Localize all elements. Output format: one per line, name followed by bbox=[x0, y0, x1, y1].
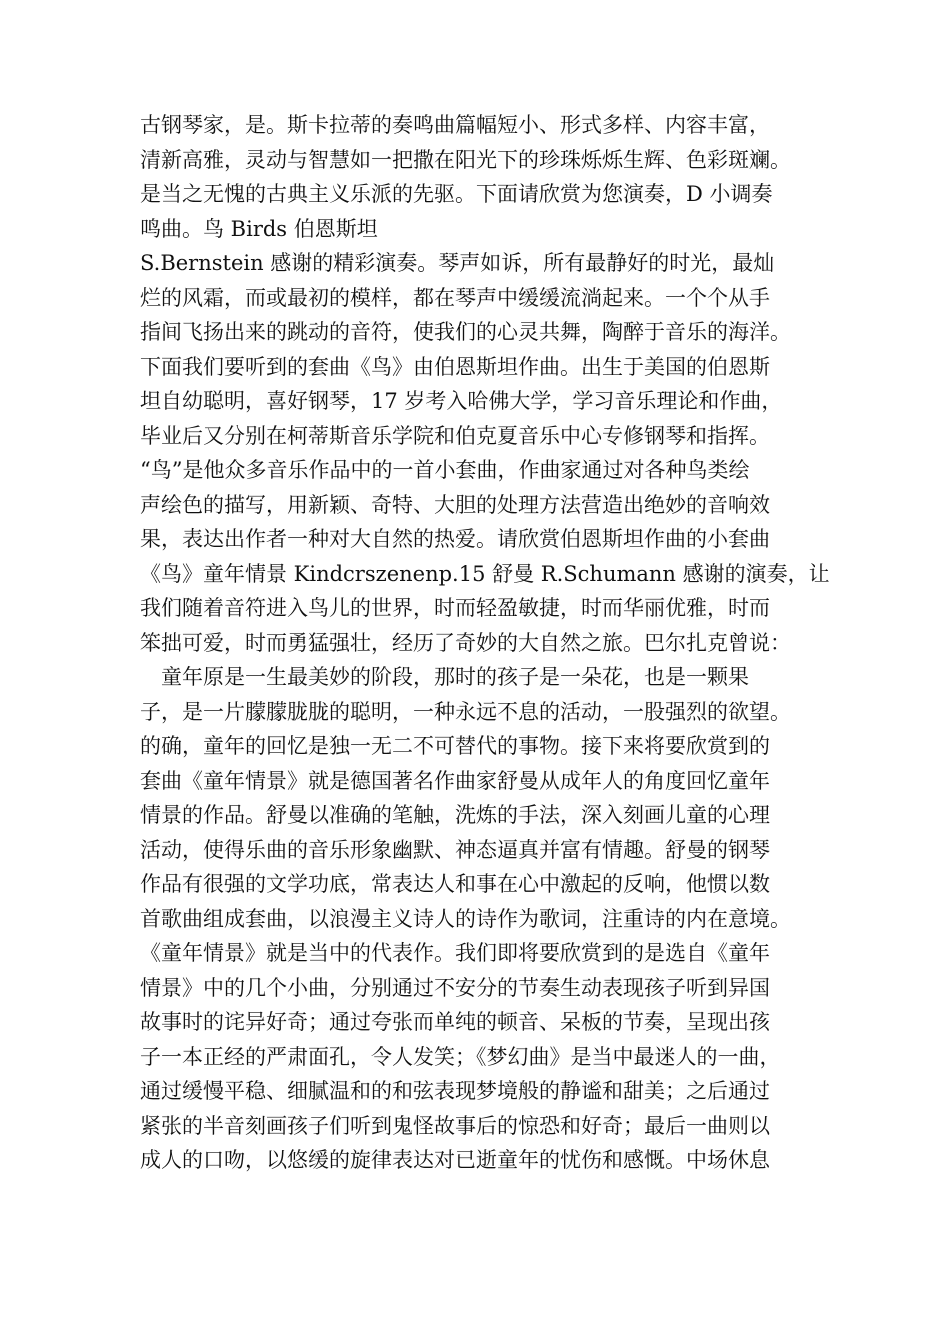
text-line: 子一本正经的严肃面孔，令人发笑；《梦幻曲》是当中最迷人的一曲， bbox=[140, 1044, 781, 1069]
text-line: 笨拙可爱，时而勇猛强壮，经历了奇妙的大自然之旅。巴尔扎克曾说： bbox=[140, 630, 791, 655]
text-line: 故事时的诧异好奇；通过夸张而单纯的顿音、呆板的节奏，呈现出孩 bbox=[140, 1010, 770, 1034]
text-line: 成人的口吻，以悠缓的旋律表达对已逝童年的忧伤和感慨。中场休息 bbox=[140, 1148, 770, 1172]
text-line: 通过缓慢平稳、细腻温和的和弦表现梦境般的静谧和甜美；之后通过 bbox=[140, 1079, 770, 1103]
text-line: 下面我们要听到的套曲《鸟》由伯恩斯坦作曲。出生于美国的伯恩斯 bbox=[140, 354, 770, 379]
body-text bbox=[140, 108, 840, 1178]
text-line: 毕业后又分别在柯蒂斯音乐学院和伯克夏音乐中心专修钢琴和指挥。 bbox=[140, 423, 770, 448]
text-line: 童年原是一生最美妙的阶段，那时的孩子是一朵花，也是一颗果 bbox=[140, 665, 749, 689]
text-line: 坦自幼聪明，喜好钢琴，17 岁考入哈佛大学，学习音乐理论和作曲， bbox=[140, 389, 783, 413]
text-line: 我们随着音符进入鸟儿的世界，时而轻盈敏捷，时而华丽优雅，时而 bbox=[140, 596, 770, 620]
text-line: 活动，使得乐曲的音乐形象幽默、神态逼真并富有情趣。舒曼的钢琴 bbox=[140, 837, 770, 862]
text-line: S.Bernstein 感谢的精彩演奏。琴声如诉，所有最静好的时光，最灿 bbox=[140, 251, 775, 275]
text-line: 古钢琴家，是。斯卡拉蒂的奏鸣曲篇幅短小、形式多样、内容丰富， bbox=[140, 113, 770, 137]
text-line: 子，是一片朦朦胧胧的聪明，一种永远不息的活动，一股强烈的欲望。 bbox=[140, 699, 791, 724]
text-line: “鸟”是他众多音乐作品中的一首小套曲，作曲家通过对各种鸟类绘 bbox=[140, 458, 750, 482]
text-line: 作品有很强的文学功底，常表达人和事在心中激起的反响，他惯以数 bbox=[140, 872, 770, 896]
text-line: 《鸟》童年情景 Kindcrszenenp.15 舒曼 R.Schumann 感谢的演奏，让 bbox=[140, 561, 830, 586]
text-line: 的确，童年的回忆是独一无二不可替代的事物。接下来将要欣赏到的 bbox=[140, 734, 770, 758]
text-line: 《童年情景》就是当中的代表作。我们即将要欣赏到的是选自《童年 bbox=[140, 941, 770, 965]
text-line: 清新高雅，灵动与智慧如一把撒在阳光下的珍珠烁烁生辉、色彩斑斓。 bbox=[140, 147, 791, 172]
text-line: 鸣曲。鸟 Birds 伯恩斯坦 bbox=[140, 216, 378, 241]
text-line: 套曲《童年情景》就是德国著名作曲家舒曼从成年人的角度回忆童年 bbox=[140, 768, 770, 793]
text-line: 是当之无愧的古典主义乐派的先驱。下面请欣赏为您演奏，D 小调奏 bbox=[140, 182, 773, 206]
text-line: 果，表达出作者一种对大自然的热爱。请欣赏伯恩斯坦作曲的小套曲 bbox=[140, 527, 770, 551]
text-line: 烂的风霜，而或最初的模样，都在琴声中缓缓流淌起来。一个个从手 bbox=[140, 285, 770, 310]
text-line: 首歌曲组成套曲，以浪漫主义诗人的诗作为歌词，注重诗的内在意境。 bbox=[140, 906, 791, 931]
text-line: 声绘色的描写，用新颖、奇特、大胆的处理方法营造出绝妙的音响效 bbox=[140, 492, 770, 517]
text-line: 紧张的半音刻画孩子们听到鬼怪故事后的惊恐和好奇；最后一曲则以 bbox=[140, 1113, 770, 1138]
text-line: 情景》中的几个小曲，分别通过不安分的节奏生动表现孩子听到异国 bbox=[140, 975, 770, 1000]
text-line: 指间飞扬出来的跳动的音符，使我们的心灵共舞，陶醉于音乐的海洋。 bbox=[140, 320, 791, 344]
text-line: 情景的作品。舒曼以准确的笔触，洗炼的手法，深入刻画儿童的心理 bbox=[140, 803, 770, 827]
